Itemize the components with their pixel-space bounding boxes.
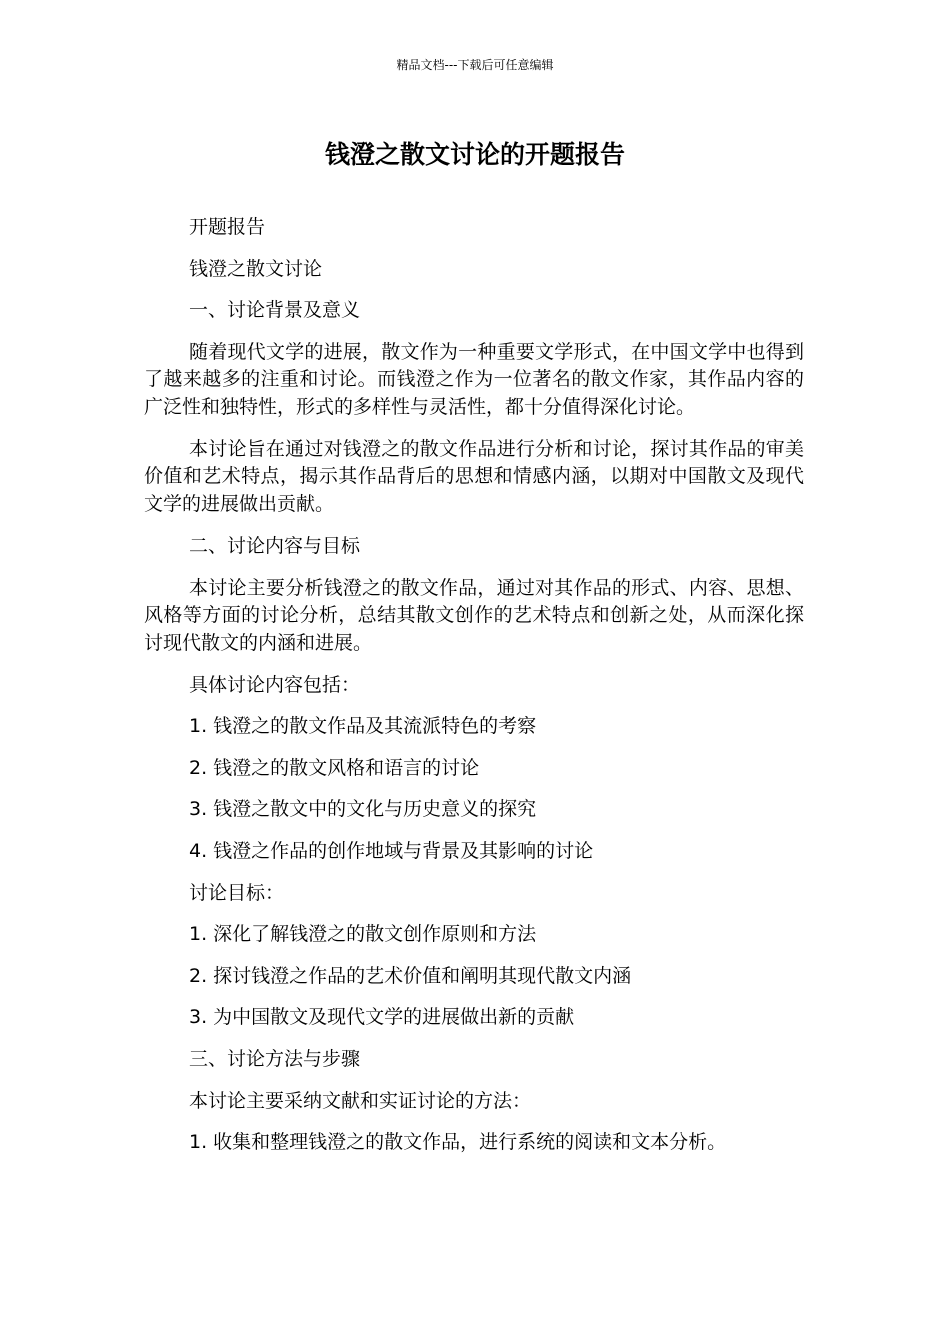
- list-item: 2. 探讨钱澄之作品的艺术价值和阐明其现代散文内涵: [189, 964, 632, 987]
- list-heading-content: 具体讨论内容包括：: [189, 673, 361, 696]
- section-heading-methods: 三、讨论方法与步骤: [189, 1048, 361, 1070]
- heading-report-label: 开题报告: [189, 216, 266, 238]
- section-heading-background: 一、讨论背景及意义: [189, 299, 361, 322]
- document-title: 钱澄之散文讨论的开题报告: [324, 140, 625, 169]
- paragraph-content: 本讨论主要分析钱澄之的散文作品，通过对其作品的形式、内容、思想、风格等方面的讨论分析，总结其散文创作的艺术特点和创新之处，从而深化探讨现代散文的内涵和进展。: [144, 576, 804, 654]
- paragraph-purpose: 本讨论旨在通过对钱澄之的散文作品进行分析和讨论，探讨其作品的审美价值和艺术特点，揭示其作品背后的思想和情感内涵，以期对中国散文及现代文学的进展做出贡献。: [144, 437, 804, 515]
- section-heading-content-goals: 二、讨论内容与目标: [189, 534, 361, 557]
- list-item: 1. 深化了解钱澄之的散文创作原则和方法: [189, 923, 537, 946]
- list-item: 4. 钱澄之作品的创作地域与背景及其影响的讨论: [189, 840, 594, 863]
- page-header: 精品文档---下载后可任意编辑: [396, 58, 554, 72]
- paragraph-background: 随着现代文学的进展，散文作为一种重要文学形式，在中国文学中也得到了越来越多的注重和讨论。而钱澄之作为一位著名的散文作家，其作品内容的广泛性和独特性，形式的多样性与灵活性，都十分值得深化讨论。: [144, 340, 804, 418]
- list-heading-methods: 本讨论主要采纳文献和实证讨论的方法：: [189, 1089, 532, 1112]
- document-body: [144, 214, 804, 1171]
- list-item: 3. 钱澄之散文中的文化与历史意义的探究: [189, 798, 537, 821]
- list-item: 2. 钱澄之的散文风格和语言的讨论: [189, 756, 480, 779]
- list-item: 3. 为中国散文及现代文学的进展做出新的贡献: [189, 1006, 575, 1029]
- list-item: 1. 收集和整理钱澄之的散文作品，进行系统的阅读和文本分析。: [189, 1131, 727, 1154]
- list-item: 1. 钱澄之的散文作品及其流派特色的考察: [189, 715, 537, 738]
- list-heading-goals: 讨论目标：: [189, 881, 285, 904]
- heading-topic: 钱澄之散文讨论: [189, 257, 323, 280]
